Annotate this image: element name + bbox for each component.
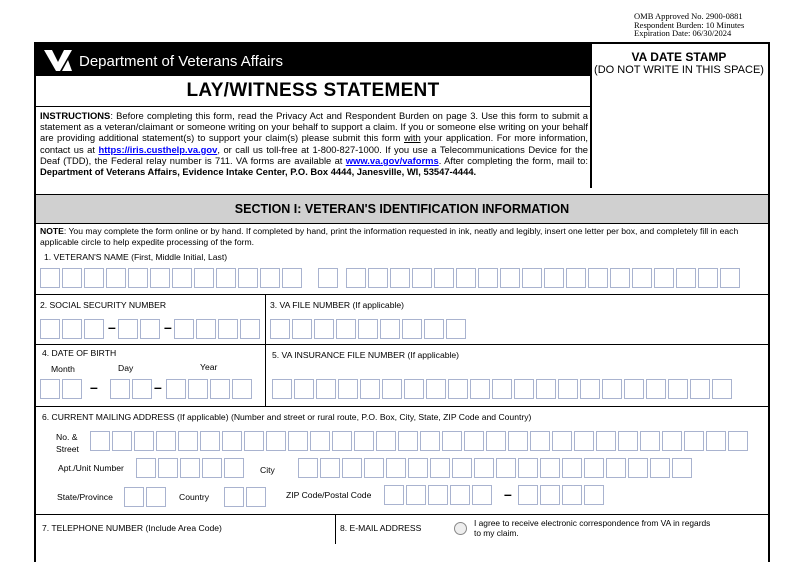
address-label: 6. CURRENT MAILING ADDRESS (If applicable) (Number and street or rural route, P.O. Box, City, State, ZIP Code and Country) <box>42 412 532 422</box>
city-label: City <box>260 465 275 475</box>
character-box[interactable] <box>668 379 688 399</box>
stamp-title: VA DATE STAMP <box>631 50 727 64</box>
dob-day-label: Day <box>118 363 134 373</box>
dash: – <box>90 379 98 395</box>
character-box[interactable] <box>552 431 572 451</box>
character-box[interactable] <box>136 458 156 478</box>
character-box[interactable] <box>180 458 200 478</box>
character-box[interactable] <box>618 431 638 451</box>
state-boxes[interactable] <box>124 487 168 507</box>
character-box[interactable] <box>474 458 494 478</box>
character-box[interactable] <box>566 268 586 288</box>
character-box[interactable] <box>514 379 534 399</box>
character-box[interactable] <box>174 319 194 339</box>
character-box[interactable] <box>464 431 484 451</box>
character-box[interactable] <box>712 379 732 399</box>
character-box[interactable] <box>558 379 578 399</box>
character-box[interactable] <box>486 431 506 451</box>
middle-initial-box[interactable] <box>318 268 340 288</box>
character-box[interactable] <box>314 319 334 339</box>
character-box[interactable] <box>106 268 126 288</box>
character-box[interactable] <box>360 379 380 399</box>
zip-ext-boxes[interactable] <box>518 485 606 505</box>
character-box[interactable] <box>62 379 82 399</box>
note-text: : You may complete the form online or by hand. If completed by hand, print the information requested in ink, neatly and legibly, insert one letter per box, and completely fill in each applicable circle to help expedite processing of the form. <box>40 226 739 247</box>
consent-line-2: to my claim. <box>474 528 519 539</box>
character-box[interactable] <box>522 268 542 288</box>
apt-label: Apt./Unit Number <box>58 463 124 473</box>
character-box[interactable] <box>298 458 318 478</box>
character-box[interactable] <box>424 319 444 339</box>
country-boxes[interactable] <box>224 487 268 507</box>
character-box[interactable] <box>420 431 440 451</box>
character-box[interactable] <box>342 458 362 478</box>
character-box[interactable] <box>496 458 516 478</box>
character-box[interactable] <box>194 268 214 288</box>
character-box[interactable] <box>288 431 308 451</box>
character-box[interactable] <box>412 268 432 288</box>
character-box[interactable] <box>426 379 446 399</box>
character-box[interactable] <box>346 268 366 288</box>
character-box[interactable] <box>698 268 718 288</box>
character-box[interactable] <box>244 431 264 451</box>
character-box[interactable] <box>84 319 104 339</box>
character-box[interactable] <box>358 319 378 339</box>
row-divider <box>36 406 768 407</box>
character-box[interactable] <box>508 431 528 451</box>
va-logo-icon <box>42 47 74 73</box>
character-box[interactable] <box>62 319 82 339</box>
character-box[interactable] <box>500 268 520 288</box>
character-box[interactable] <box>434 268 454 288</box>
character-box[interactable] <box>40 319 60 339</box>
section-note <box>40 226 762 247</box>
character-box[interactable] <box>624 379 644 399</box>
character-box[interactable] <box>690 379 710 399</box>
character-box[interactable] <box>584 458 604 478</box>
street-label-2: Street <box>56 444 79 454</box>
character-box[interactable] <box>128 268 148 288</box>
character-box[interactable] <box>632 268 652 288</box>
section-1-header: SECTION I: VETERAN'S IDENTIFICATION INFORMATION <box>36 194 768 224</box>
character-box[interactable] <box>540 458 560 478</box>
character-box[interactable] <box>238 268 258 288</box>
character-box[interactable] <box>112 431 132 451</box>
iris-link[interactable]: https://iris.custhelp.va.gov <box>98 143 218 155</box>
last-name-boxes[interactable] <box>346 268 742 288</box>
zip-boxes[interactable] <box>384 485 494 505</box>
character-box[interactable] <box>492 379 512 399</box>
veteran-name-label: 1. VETERAN'S NAME (First, Middle Initial, Last) <box>44 252 228 262</box>
character-box[interactable] <box>390 268 410 288</box>
first-name-boxes[interactable] <box>40 268 304 288</box>
instructions-text-3: , or call us toll-free at 1-800-827-1000. If you use a Telecommunications Device for the Deaf (TDD), the Federal relay number is 711. VA forms are available at <box>40 143 589 166</box>
row-divider <box>36 294 768 295</box>
dob-day-boxes[interactable] <box>110 379 154 399</box>
dob-year-boxes[interactable] <box>166 379 254 399</box>
insurance-file-label: 5. VA INSURANCE FILE NUMBER (If applicable) <box>272 350 460 360</box>
character-box[interactable] <box>540 485 560 505</box>
character-box[interactable] <box>650 458 670 478</box>
character-box[interactable] <box>672 458 692 478</box>
character-box[interactable] <box>90 431 110 451</box>
row-divider <box>36 344 768 345</box>
character-box[interactable] <box>40 268 60 288</box>
instructions <box>40 110 588 177</box>
character-box[interactable] <box>222 431 242 451</box>
agency-name: Department of Veterans Affairs <box>79 53 284 70</box>
col-divider <box>265 344 266 406</box>
character-box[interactable] <box>178 431 198 451</box>
character-box[interactable] <box>124 487 144 507</box>
character-box[interactable] <box>196 319 216 339</box>
character-box[interactable] <box>596 431 616 451</box>
character-box[interactable] <box>364 458 384 478</box>
character-box[interactable] <box>132 379 152 399</box>
character-box[interactable] <box>158 458 178 478</box>
instructions-text-4: . After completing the form, mail to: <box>438 154 588 166</box>
email-consent-radio[interactable] <box>454 522 467 535</box>
character-box[interactable] <box>316 379 336 399</box>
col-divider <box>335 514 336 544</box>
city-boxes[interactable] <box>298 458 694 478</box>
character-box[interactable] <box>398 431 418 451</box>
character-box[interactable] <box>376 431 396 451</box>
character-box[interactable] <box>408 458 428 478</box>
character-box[interactable] <box>380 319 400 339</box>
character-box[interactable] <box>118 319 138 339</box>
email-label: 8. E-MAIL ADDRESS <box>340 523 422 533</box>
agency-header <box>36 44 590 76</box>
character-box[interactable] <box>134 431 154 451</box>
character-box[interactable] <box>728 431 748 451</box>
apt-boxes[interactable] <box>136 458 246 478</box>
character-box[interactable] <box>232 379 252 399</box>
character-box[interactable] <box>610 268 630 288</box>
ssn-part2[interactable] <box>118 319 162 339</box>
country-label: Country <box>179 492 210 502</box>
state-label: State/Province <box>57 492 113 502</box>
character-box[interactable] <box>580 379 600 399</box>
character-box[interactable] <box>456 268 476 288</box>
character-box[interactable] <box>294 379 314 399</box>
character-box[interactable] <box>518 485 538 505</box>
character-box[interactable] <box>188 379 208 399</box>
dash: – <box>108 319 116 335</box>
character-box[interactable] <box>562 458 582 478</box>
character-box[interactable] <box>588 268 608 288</box>
omb-info <box>634 12 744 38</box>
ssn-part1[interactable] <box>40 319 106 339</box>
street-boxes[interactable] <box>90 431 750 451</box>
omb-number: OMB Approved No. 2900-0881 <box>634 11 743 21</box>
character-box[interactable] <box>684 431 704 451</box>
character-box[interactable] <box>270 319 290 339</box>
character-box[interactable] <box>402 319 422 339</box>
dob-month-label: Month <box>51 364 75 374</box>
character-box[interactable] <box>84 268 104 288</box>
character-box[interactable] <box>384 485 404 505</box>
character-box[interactable] <box>320 458 340 478</box>
character-box[interactable] <box>478 268 498 288</box>
character-box[interactable] <box>606 458 626 478</box>
character-box[interactable] <box>216 268 236 288</box>
character-box[interactable] <box>336 319 356 339</box>
consent-line-1: I agree to receive electronic correspondence from VA in regards <box>474 518 711 528</box>
ssn-label: 2. SOCIAL SECURITY NUMBER <box>40 300 167 310</box>
telephone-label: 7. TELEPHONE NUMBER (Include Area Code) <box>42 523 222 533</box>
character-box[interactable] <box>354 431 374 451</box>
form-title: LAY/WITNESS STATEMENT <box>186 80 440 101</box>
character-box[interactable] <box>282 268 302 288</box>
email-consent-text <box>474 518 710 539</box>
character-box[interactable] <box>202 458 222 478</box>
character-box[interactable] <box>654 268 674 288</box>
stamp-note: (DO NOT WRITE IN THIS SPACE) <box>594 64 764 76</box>
character-box[interactable] <box>470 379 490 399</box>
character-box[interactable] <box>224 487 244 507</box>
dob-month-boxes[interactable] <box>40 379 84 399</box>
character-box[interactable] <box>446 319 466 339</box>
character-box[interactable] <box>218 319 238 339</box>
character-box[interactable] <box>110 379 130 399</box>
street-label-1: No. & <box>56 432 78 442</box>
character-box[interactable] <box>156 431 176 451</box>
character-box[interactable] <box>530 431 550 451</box>
character-box[interactable] <box>404 379 424 399</box>
character-box[interactable] <box>472 485 492 505</box>
character-box[interactable] <box>382 379 402 399</box>
character-box[interactable] <box>602 379 622 399</box>
character-box[interactable] <box>140 319 160 339</box>
character-box[interactable] <box>676 268 696 288</box>
character-box[interactable] <box>318 268 338 288</box>
character-box[interactable] <box>452 458 472 478</box>
col-divider <box>265 294 266 344</box>
character-box[interactable] <box>332 431 352 451</box>
note-lead: NOTE <box>40 226 64 236</box>
instructions-lead: INSTRUCTIONS <box>40 110 111 121</box>
character-box[interactable] <box>246 487 266 507</box>
character-box[interactable] <box>562 485 582 505</box>
character-box[interactable] <box>266 431 286 451</box>
character-box[interactable] <box>368 268 388 288</box>
instructions-text: : Before completing this form, read the Privacy Act and Respondent Burden on page 3. Use this form to submit a statement as a veteran/claimant or someone writing on your behalf to support a claim. If you or someone else writing on your behalf are providing additional statement(s) to support your claim(s) please submit this form <box>40 110 588 144</box>
character-box[interactable] <box>338 379 358 399</box>
dash: – <box>504 486 512 502</box>
mailing-address: Department of Veterans Affairs, Evidence Intake Center, P.O. Box 4444, Janesville, WI, 53547-4444. <box>40 166 477 178</box>
character-box[interactable] <box>272 379 292 399</box>
character-box[interactable] <box>310 431 330 451</box>
character-box[interactable] <box>172 268 192 288</box>
character-box[interactable] <box>430 458 450 478</box>
dash: – <box>164 319 172 335</box>
character-box[interactable] <box>574 431 594 451</box>
character-box[interactable] <box>628 458 648 478</box>
instructions-text-2: your application. For more information, contact us at <box>40 132 589 155</box>
character-box[interactable] <box>662 431 682 451</box>
dob-year-label: Year <box>200 362 218 372</box>
character-box[interactable] <box>544 268 564 288</box>
character-box[interactable] <box>706 431 726 451</box>
ssn-part3[interactable] <box>174 319 262 339</box>
expiration-date: Expiration Date: 06/30/2024 <box>634 28 732 39</box>
character-box[interactable] <box>442 431 462 451</box>
character-box[interactable] <box>720 268 740 288</box>
character-box[interactable] <box>166 379 186 399</box>
instructions-with: with <box>404 132 421 144</box>
character-box[interactable] <box>150 268 170 288</box>
row-divider <box>36 514 768 515</box>
character-box[interactable] <box>240 319 260 339</box>
respondent-burden: Respondent Burden: 10 Minutes <box>634 19 745 30</box>
character-box[interactable] <box>146 487 166 507</box>
character-box[interactable] <box>428 485 448 505</box>
character-box[interactable] <box>584 485 604 505</box>
character-box[interactable] <box>536 379 556 399</box>
character-box[interactable] <box>292 319 312 339</box>
va-file-boxes[interactable] <box>270 319 468 339</box>
character-box[interactable] <box>40 379 60 399</box>
character-box[interactable] <box>448 379 468 399</box>
character-box[interactable] <box>210 379 230 399</box>
character-box[interactable] <box>224 458 244 478</box>
character-box[interactable] <box>386 458 406 478</box>
insurance-file-boxes[interactable] <box>272 379 734 399</box>
character-box[interactable] <box>260 268 280 288</box>
dash: – <box>154 379 162 395</box>
character-box[interactable] <box>518 458 538 478</box>
title-divider <box>36 106 590 107</box>
zip-label: ZIP Code/Postal Code <box>286 490 372 500</box>
va-file-label: 3. VA FILE NUMBER (If applicable) <box>270 300 405 310</box>
vaforms-link[interactable]: www.va.gov/vaforms <box>345 154 439 166</box>
character-box[interactable] <box>646 379 666 399</box>
character-box[interactable] <box>640 431 660 451</box>
character-box[interactable] <box>450 485 470 505</box>
character-box[interactable] <box>200 431 220 451</box>
street-label <box>56 431 79 455</box>
character-box[interactable] <box>406 485 426 505</box>
character-box[interactable] <box>62 268 82 288</box>
dob-label: 4. DATE OF BIRTH <box>42 348 117 358</box>
